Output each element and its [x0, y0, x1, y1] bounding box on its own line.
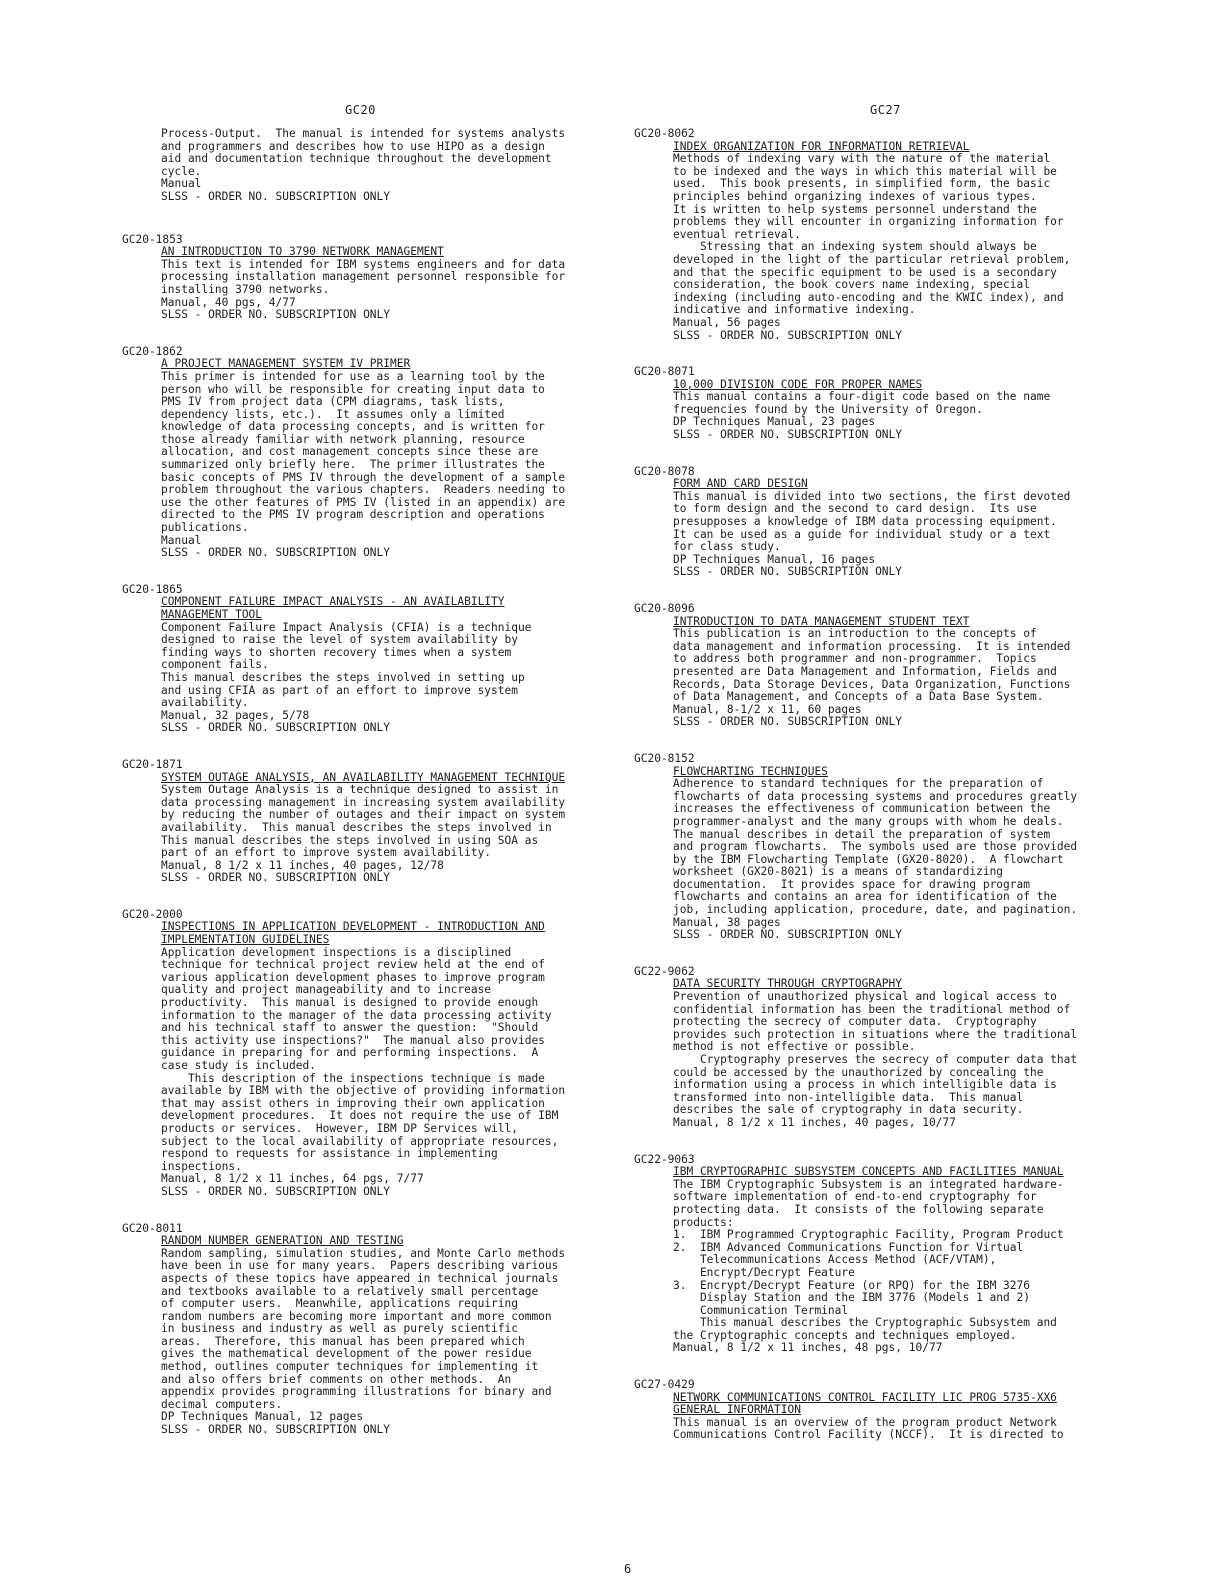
entry-order-info: SLSS - ORDER NO. SUBSCRIPTION ONLY [673, 565, 903, 579]
entry-code: GC20-8062 [634, 127, 695, 140]
right-column [634, 128, 1134, 1466]
entry-meta: Manual, 8 1/2 x 11 inches, 40 pages, 12/78 [161, 858, 444, 872]
catalog-entry [122, 909, 632, 1199]
entry-meta: Manual, 32 pages, 5/78 [161, 708, 310, 722]
entry-meta: Manual, 8 1/2 x 11 inches, 40 pages, 10/77 [673, 1115, 956, 1129]
entry-title: 10,000 DIVISION CODE FOR PROPER NAMES [673, 377, 923, 391]
entry-body [634, 766, 1134, 942]
entry-description: This publication is an introduction to the concepts of data management and information processing. It is intended to address both programmer and non-programmer. Topics presented are Data Management and Information, Fields and Records, Data Storage Devices, Data Organization, Functions of Data Management, and Concepts of a Data Base System. [673, 627, 1071, 704]
entry-body [634, 1166, 1134, 1355]
entry-meta: DP Techniques Manual, 12 pages [161, 1410, 364, 1424]
entry-meta: Manual, 56 pages [673, 315, 781, 329]
entry-order-info: SLSS - ORDER NO. SUBSCRIPTION ONLY [161, 189, 391, 203]
entry-body [122, 246, 632, 322]
entry-order-info: SLSS - ORDER NO. SUBSCRIPTION ONLY [673, 715, 903, 729]
entry-body [634, 141, 1134, 343]
entry-title: A PROJECT MANAGEMENT SYSTEM IV PRIMER [161, 357, 411, 371]
entry-body [122, 128, 632, 204]
entry-description: This text is intended for IBM systems engineers and for data processing installation management personnel responsible for installing 3790 networks. [161, 257, 566, 296]
entry-description: Process-Output. The manual is intended for systems analysts and programmers and describes how to use HIPO as a design aid and documentation technique throughout the development cycle. [161, 127, 566, 178]
entry-description: Application development inspections is a disciplined technique for technical project review held at the end of various application development phases to improve program quality and project manageability and to increase productivity. This manual is designed to provide enough information to the manager of the data processing activity and his technical staff to answer the question: "Should this activity use inspections?" The manual also provides guidance in preparing for and performing inspections. A case study is included. This description of the inspections technique is made available by IBM with the objective of providing information that may assist others in improving their own application development procedures. It does not require the use of IBM products or services. However, IBM DP Services will, subject to the local availability of appropriate resources, respond to requests for assistance in implementing inspections. [161, 945, 566, 1173]
page-header-left: GC20 [345, 103, 376, 117]
entry-code: GC20-8071 [634, 365, 695, 379]
page-header-right: GC27 [870, 103, 901, 117]
entry-order-info: SLSS - ORDER NO. SUBSCRIPTION ONLY [673, 928, 903, 942]
entry-title: NETWORK COMMUNICATIONS CONTROL FACILITY LIC PROG 5735-XX6 GENERAL INFORMATION [673, 1390, 1057, 1417]
catalog-entry [634, 366, 1134, 442]
entry-meta: Manual, 8 1/2 x 11 inches, 48 pgs, 10/77 [673, 1341, 943, 1355]
entry-description: This primer is intended for use as a learning tool by the person who will be responsible for creating input data to PMS IV from project data (CPM diagrams, task lists, dependency lists, etc.). It assumes only a limited knowledge of data processing concepts, and is written for those already familiar with network planning, resource allocation, and cost management concepts since these are summarized only briefly here. The primer illustrates the basic concepts of PMS IV through the development of a sample problem throughout the various chapters. Readers needing to use the other features of PMS IV (listed in an appendix) are directed to the PMS IV program description and operations publications. [161, 369, 566, 535]
entry-code: GC22-9063 [634, 1152, 695, 1166]
entry-order-info: SLSS - ORDER NO. SUBSCRIPTION ONLY [673, 428, 903, 442]
catalog-entry [634, 1154, 1134, 1356]
entry-description: Methods of indexing vary with the nature of the material to be indexed and the ways in which this material will be used. This book presents, in simplified form, the basic principles behind organizing indexes of various types. It is written to help systems personnel understand the problems they will encounter in organizing information for eventual retrieval. Stressing that an indexing system should always be developed in the light of the particular retrieval problem, and that the specific equipment to be used is a secondary consideration, the book covers name indexing, special indexing (including auto-encoding and the KWIC index), and indicative and informative indexing. [673, 152, 1071, 317]
entry-title: SYSTEM OUTAGE ANALYSIS, AN AVAILABILITY MANAGEMENT TECHNIQUE [161, 770, 566, 784]
entry-description: The IBM Cryptographic Subsystem is an integrated hardware- software implementation of end-to-end cryptography for protecting data. It consists of the following separate products: 1. IBM Programmed Cryptographic Facility, Program Product 2. IBM Advanced Communications Function for Virtual Telecommunications Access Method (ACF/VTAM), Encrypt/Decrypt Feature 3. Encrypt/Decrypt Feature (or RPQ) for the IBM 3276 Display Station and the IBM 3776 (Models 1 and 2) Communication Terminal This manual describes the Cryptographic Subsystem and the Cryptographic concepts and techniques employed. [673, 1177, 1064, 1342]
page-number: 6 [624, 1562, 632, 1576]
entry-description: This manual contains a four-digit code based on the name frequencies found by the University of Oregon. [673, 390, 1051, 416]
entry-order-info: SLSS - ORDER NO. SUBSCRIPTION ONLY [161, 308, 391, 322]
entry-meta: Manual, 8-1/2 x 11, 60 pages [673, 702, 862, 716]
entry-description: Component Failure Impact Analysis (CFIA) is a technique designed to raise the level of system availability by finding ways to shorten recovery times when a system component fails. This manual describes the steps involved in setting up and using CFIA as part of an effort to improve system availability. [161, 620, 532, 710]
entry-meta: Manual [161, 177, 202, 191]
catalog-entry [122, 1223, 632, 1437]
entry-description: This manual is an overview of the program product Network Communications Control Facility (NCCF). It is directed to [673, 1415, 1064, 1442]
entry-body [634, 616, 1134, 729]
entry-code: GC20-1862 [122, 344, 183, 358]
entry-title: INDEX ORGANIZATION FOR INFORMATION RETRIEVAL [673, 139, 970, 153]
entry-order-info: SLSS - ORDER NO. SUBSCRIPTION ONLY [673, 328, 903, 342]
catalog-entry [122, 234, 632, 322]
entry-order-info: SLSS - ORDER NO. SUBSCRIPTION ONLY [161, 546, 391, 560]
entry-code: GC20-2000 [122, 907, 183, 921]
entry-meta: DP Techniques Manual, 16 pages [673, 552, 876, 566]
entry-body [634, 978, 1134, 1129]
catalog-entry [122, 128, 632, 204]
catalog-entry [634, 966, 1134, 1130]
entry-description: This manual is divided into two sections, the first devoted to form design and the second to card design. Its use presupposes a knowledge of IBM data processing equipment. It can be used as a guide for individual study or a text for class study. [673, 489, 1071, 554]
entry-meta: DP Techniques Manual, 23 pages [673, 415, 876, 429]
entry-body [122, 596, 632, 735]
entry-body [122, 358, 632, 560]
entry-order-info: SLSS - ORDER NO. SUBSCRIPTION ONLY [161, 871, 391, 885]
entry-code: GC20-8152 [634, 751, 695, 765]
entry-order-info: SLSS - ORDER NO. SUBSCRIPTION ONLY [161, 1423, 391, 1437]
catalog-entry [634, 1379, 1134, 1442]
catalog-entry [634, 753, 1134, 942]
entry-order-info: SLSS - ORDER NO. SUBSCRIPTION ONLY [161, 1184, 391, 1198]
entry-title: DATA SECURITY THROUGH CRYPTOGRAPHY [673, 977, 903, 991]
catalog-entry [122, 759, 632, 885]
entry-title: FLOWCHARTING TECHNIQUES [673, 764, 828, 778]
entry-code: GC20-8011 [122, 1221, 183, 1235]
entry-body [122, 1235, 632, 1437]
entry-title: FORM AND CARD DESIGN [673, 477, 808, 491]
entry-body [122, 921, 632, 1198]
catalog-entry [122, 346, 632, 560]
catalog-entry [634, 603, 1134, 729]
entry-body [634, 478, 1134, 579]
entry-code: GC22-9062 [634, 964, 695, 978]
entry-title: IBM CRYPTOGRAPHIC SUBSYSTEM CONCEPTS AND FACILITIES MANUAL [673, 1165, 1064, 1179]
entry-order-info: SLSS - ORDER NO. SUBSCRIPTION ONLY [161, 721, 391, 735]
entry-code: GC20-1871 [122, 757, 183, 771]
entry-description: System Outage Analysis is a technique designed to assist in data processing management in increasing system availability by reducing the number of outages and their impact on system availability. This manual describes the steps involved in This manual describes the steps involved in using SOA as part of an effort to improve system availability. [161, 783, 566, 860]
entry-description: Adherence to standard techniques for the preparation of flowcharts of data processing systems and procedures greatly increases the effectiveness of communication between the programmer-analyst and the many groups with whom he deals. The manual describes in detail the preparation of system and program flowcharts. The symbols used are those provided by the IBM Flowcharting Template (GX20-8020). A flowchart worksheet (GX20-8021) is a means of standardizing documentation. It provides space for drawing program flowcharts and contains an area for identification of the job, including application, procedure, date, and pagination. [673, 777, 1078, 917]
entry-description: Prevention of unauthorized physical and logical access to confidential information has been the traditional method of protecting the secrecy of computer data. Cryptography provides such protection in situations where the traditional method is not effective or possible. Cryptography preserves the secrecy of computer data that could be accessed by the unauthorized by concealing the information using a process in which intelligible data is transformed into non-intelligible data. This manual describes the sale of cryptography in data security. [673, 990, 1078, 1117]
entry-title: INTRODUCTION TO DATA MANAGEMENT STUDENT TEXT [673, 614, 970, 628]
entry-code: GC20-1865 [122, 582, 183, 596]
entry-title: AN INTRODUCTION TO 3790 NETWORK MANAGEMENT [161, 245, 444, 259]
entry-body [634, 379, 1134, 442]
entry-description: Random sampling, simulation studies, and Monte Carlo methods have been in use for many years. Papers describing various aspects of these topics have appeared in technical journals and textbooks available to a relatively small percentage of computer users. Meanwhile, applications requiring random numbers are becoming more important and more common in business and industry as well as purely scientific areas. Therefore, this manual has been prepared which gives the mathematical development of the power residue method, outlines computer techniques for implementing it and also offers brief comments on other methods. An appendix provides programming illustrations for binary and decimal computers. [161, 1246, 566, 1411]
entry-code: GC20-1853 [122, 232, 183, 246]
entry-title: COMPONENT FAILURE IMPACT ANALYSIS - AN AVAILABILITY MANAGEMENT TOOL [161, 595, 505, 621]
catalog-entry [122, 584, 632, 735]
entry-meta: Manual, 40 pgs, 4/77 [161, 295, 296, 309]
catalog-entry [634, 128, 1134, 342]
entry-meta: Manual, 8 1/2 x 11 inches, 64 pgs, 7/77 [161, 1172, 424, 1186]
catalog-entry [634, 466, 1134, 579]
entry-body [122, 772, 632, 885]
left-column [122, 128, 632, 1461]
entry-meta: Manual [161, 533, 202, 547]
entry-code: GC20-8078 [634, 464, 695, 478]
entry-title: RANDOM NUMBER GENERATION AND TESTING [161, 1234, 404, 1248]
entry-body [634, 1392, 1134, 1442]
entry-code: GC27-0429 [634, 1378, 695, 1392]
entry-meta: Manual, 38 pages [673, 915, 781, 929]
entry-code: GC20-8096 [634, 602, 695, 615]
entry-title: INSPECTIONS IN APPLICATION DEVELOPMENT - INTRODUCTION AND IMPLEMENTATION GUIDELINES [161, 920, 545, 947]
